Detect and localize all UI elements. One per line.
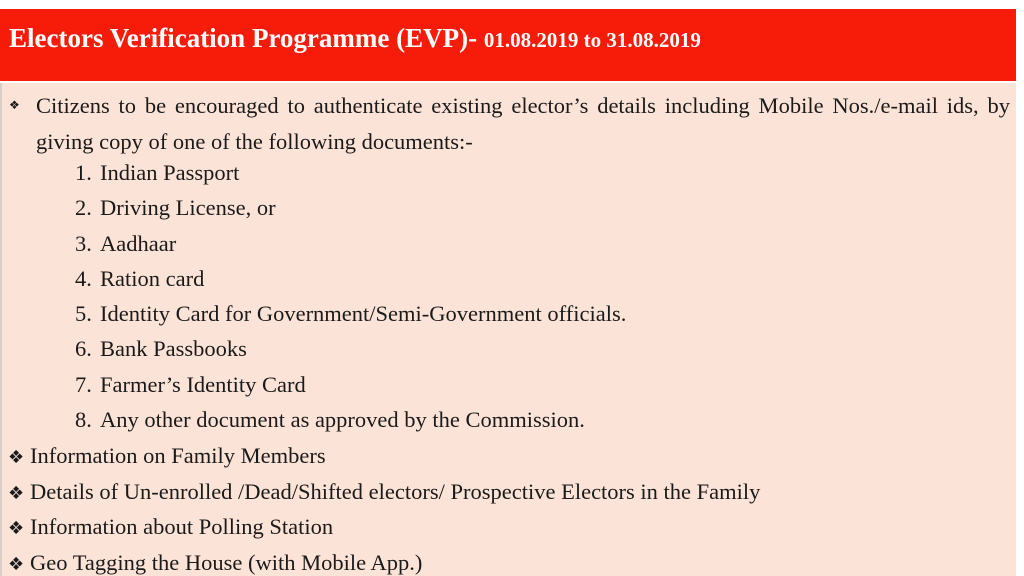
list-item: [75, 226, 626, 261]
small-diamond-bullet-icon: ❖: [9, 98, 20, 112]
bullet-unenrolled-electors: [8, 474, 760, 511]
four-petal-diamond-icon: ❖: [8, 553, 25, 575]
documents-list: [75, 155, 626, 437]
bullet-text: Details of Un-enrolled /Dead/Shifted electors/ Prospective Electors in the Family: [30, 478, 761, 504]
four-petal-diamond-icon: ❖: [8, 447, 25, 468]
list-item-number: 4.: [75, 265, 92, 291]
bullet-text: Information on Family Members: [30, 443, 326, 468]
list-item-number: 8.: [75, 407, 92, 433]
bullet-geo-tagging: [8, 545, 422, 576]
list-item-label: Driving License, or: [100, 195, 276, 221]
list-item: [75, 190, 626, 225]
list-item-number: 5.: [75, 301, 92, 327]
bullet-polling-station: [8, 509, 333, 546]
title-dates: 01.08.2019 to 31.08.2019: [483, 28, 701, 52]
bullet-text: Information about Polling Station: [30, 514, 334, 539]
content-panel: [0, 83, 1016, 576]
list-item-label: Farmer’s Identity Card: [100, 371, 306, 397]
list-item: [75, 331, 626, 366]
bullet-text: Geo Tagging the House (with Mobile App.): [30, 549, 423, 575]
list-item-number: 1.: [75, 160, 92, 185]
list-item-label: Bank Passbooks: [100, 336, 247, 362]
four-petal-diamond-icon: ❖: [8, 518, 25, 539]
title-bar: [0, 9, 1016, 81]
list-item: [75, 367, 626, 402]
list-item-label: Indian Passport: [100, 160, 240, 185]
list-item: [75, 296, 626, 331]
title-separator: -: [468, 23, 484, 53]
list-item: [75, 402, 626, 437]
list-item-label: Identity Card for Government/Semi-Government officials.: [100, 301, 627, 327]
list-item-label: Ration card: [100, 265, 205, 291]
list-item-label: Any other document as approved by the Commission.: [100, 407, 585, 433]
list-item-number: 2.: [75, 195, 92, 221]
list-item: [75, 155, 626, 190]
intro-bullet-text: Citizens to be encouraged to authenticate existing elector’s details including Mobile Nos./e-mail ids, by giving copy of one of the following documents:-: [36, 93, 1010, 154]
four-petal-diamond-icon: ❖: [8, 482, 25, 504]
list-item-number: 3.: [75, 230, 92, 256]
title-main: Electors Verification Programme (EVP): [9, 23, 469, 53]
list-item-number: 6.: [75, 336, 92, 362]
list-item: [75, 261, 626, 296]
list-item-label: Aadhaar: [100, 230, 177, 256]
slide-title: [9, 23, 701, 54]
bullet-family-members: [8, 438, 326, 475]
list-item-number: 7.: [75, 371, 92, 397]
